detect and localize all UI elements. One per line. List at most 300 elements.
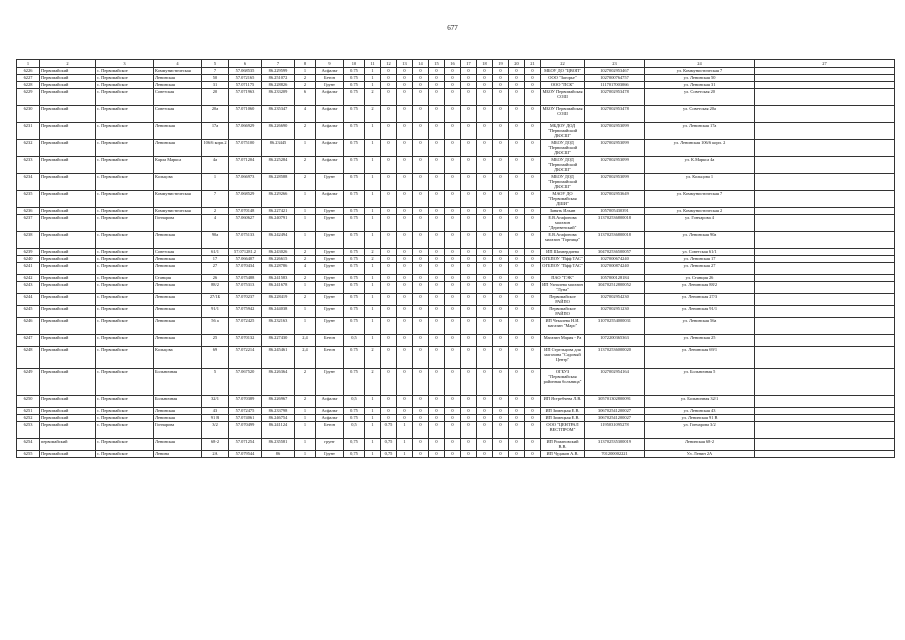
table-cell: 0: [493, 123, 509, 140]
table-cell: 0: [525, 369, 541, 396]
table-cell: с. Первомайское: [96, 451, 154, 458]
table-cell: [755, 140, 895, 157]
table-cell: 0: [429, 140, 445, 157]
table-cell: 0: [461, 82, 477, 89]
table-cell: 0: [509, 249, 525, 256]
table-cell: 86.245461: [262, 347, 295, 369]
table-cell: 0: [429, 451, 445, 458]
table-row: [17, 123, 895, 140]
table-cell: 0: [525, 82, 541, 89]
column-header: 2: [40, 60, 96, 68]
table-cell: 91 В: [202, 415, 229, 422]
table-cell: 1: [295, 68, 316, 75]
table-cell: Ленинская: [154, 306, 202, 318]
table-cell: 0: [413, 140, 429, 157]
column-header: 22: [541, 60, 585, 68]
column-header: 24: [645, 60, 755, 68]
table-cell: 0: [461, 415, 477, 422]
table-cell: 0: [445, 415, 461, 422]
table-cell: 1027002953478: [585, 89, 645, 106]
table-cell: 4: [202, 215, 229, 232]
table-cell: Асфальт: [316, 191, 344, 208]
table-cell: 0: [477, 263, 493, 275]
table-cell: 1: [295, 439, 316, 451]
table-cell: 0: [381, 335, 397, 347]
table-cell: 0,5: [344, 396, 365, 408]
table-cell: 0: [477, 396, 493, 408]
table-cell: Бетон: [316, 75, 344, 82]
table-cell: Грунт: [316, 306, 344, 318]
table-cell: ул. Ленинская 43: [645, 408, 755, 415]
table-cell: 0: [429, 68, 445, 75]
table-cell: 0: [381, 106, 397, 123]
table-cell: 57.075488: [229, 275, 262, 282]
table-cell: 0: [525, 318, 541, 335]
table-cell: Ленинская: [154, 318, 202, 335]
table-cell: Первомайский: [40, 415, 96, 422]
table-cell: 0: [445, 422, 461, 439]
table-cell: 0: [413, 335, 429, 347]
table-cell: 0: [381, 232, 397, 249]
table-cell: 0: [413, 275, 429, 282]
table-cell: 0: [461, 157, 477, 174]
table-cell: 86.244038: [262, 306, 295, 318]
table-cell: 6236: [17, 208, 40, 215]
table-cell: 0: [429, 306, 445, 318]
column-header: 1: [17, 60, 40, 68]
table-cell: Первомайский: [40, 347, 96, 369]
table-cell: 6242: [17, 275, 40, 282]
table-cell: 0.75: [344, 215, 365, 232]
table-cell: 0: [509, 306, 525, 318]
table-cell: 0: [413, 123, 429, 140]
table-cell: [755, 157, 895, 174]
table-cell: 61/1: [202, 249, 229, 256]
column-header: 21: [525, 60, 541, 68]
table-cell: 0: [509, 68, 525, 75]
table-cell: 0: [509, 396, 525, 408]
table-cell: Первомайский: [40, 275, 96, 282]
table-cell: 0: [525, 335, 541, 347]
table-cell: 17: [202, 256, 229, 263]
table-cell: 2: [202, 208, 229, 215]
table-cell: 1: [295, 408, 316, 415]
table-cell: 0: [381, 415, 397, 422]
table-cell: Первомайский: [40, 369, 96, 396]
table-row: [17, 249, 895, 256]
table-cell: 27: [202, 263, 229, 275]
table-cell: [755, 89, 895, 106]
table-cell: 0: [493, 208, 509, 215]
table-cell: Станция: [154, 275, 202, 282]
table-row: [17, 422, 895, 439]
table-cell: 1: [397, 451, 413, 458]
table-cell: 0: [477, 75, 493, 82]
table-cell: 0: [493, 249, 509, 256]
table-cell: 6231: [17, 123, 40, 140]
table-cell: 1027002954230: [585, 294, 645, 306]
table-cell: Первомайский: [40, 174, 96, 191]
table-cell: Первомайский: [40, 396, 96, 408]
table-cell: 1: [365, 408, 381, 415]
table-cell: ИП Зимецкая Е.В.: [541, 408, 585, 415]
table-cell: 0: [413, 106, 429, 123]
table-cell: Первомайский: [40, 408, 96, 415]
table-cell: 0.75: [344, 275, 365, 282]
table-cell: 0.75: [381, 422, 397, 439]
table-cell: Первомайский: [40, 422, 96, 439]
table-cell: 0: [429, 275, 445, 282]
table-cell: 0: [493, 318, 509, 335]
column-header: 20: [509, 60, 525, 68]
table-cell: [755, 396, 895, 408]
table-cell: Первомайский: [40, 256, 96, 263]
table-cell: 0: [397, 275, 413, 282]
table-cell: 0: [461, 408, 477, 415]
table-cell: 0: [509, 422, 525, 439]
table-cell: 0: [493, 335, 509, 347]
table-cell: ул. Ленинская 50: [645, 75, 755, 82]
table-cell: 86.246754: [262, 415, 295, 422]
table-cell: 0: [461, 282, 477, 294]
table-cell: 0: [397, 123, 413, 140]
table-cell: 0: [493, 415, 509, 422]
table-cell: Ленинская: [154, 256, 202, 263]
table-cell: 0: [525, 347, 541, 369]
table-cell: 86.232163: [262, 318, 295, 335]
page-number: 677: [447, 24, 458, 32]
table-cell: 0: [493, 215, 509, 232]
table-row: [17, 408, 895, 415]
table-cell: 0: [477, 282, 493, 294]
table-cell: Грунт: [316, 318, 344, 335]
table-cell: 0: [397, 75, 413, 82]
table-cell: Ленинская: [154, 123, 202, 140]
table-cell: 0: [461, 191, 477, 208]
table-cell: 0: [509, 408, 525, 415]
table-cell: МБОУ Первомайская СОШ: [541, 106, 585, 123]
table-cell: 0: [477, 123, 493, 140]
table-cell: 2: [365, 89, 381, 106]
table-cell: [755, 422, 895, 439]
table-cell: 6: [295, 89, 316, 106]
table-cell: 0: [413, 263, 429, 275]
table-cell: 0: [509, 82, 525, 89]
table-cell: 86.226615: [262, 256, 295, 263]
table-cell: 1: [365, 335, 381, 347]
table-cell: 0.75: [344, 306, 365, 318]
table-cell: 6230: [17, 106, 40, 123]
table-cell: Ленинская: [154, 75, 202, 82]
table-cell: 0: [413, 215, 429, 232]
table-cell: 57.071254: [229, 439, 262, 451]
table-cell: 6249: [17, 369, 40, 396]
table-cell: 106/6 корп.2: [202, 140, 229, 157]
table-cell: 0,75: [381, 451, 397, 458]
table-cell: [755, 347, 895, 369]
table-cell: 0: [477, 208, 493, 215]
table-cell: 2: [295, 294, 316, 306]
table-cell: с. Первомайское: [96, 157, 154, 174]
table-cell: 313702536800018: [585, 232, 645, 249]
table-cell: 6229: [17, 89, 40, 106]
table-cell: 0: [381, 215, 397, 232]
table-cell: 50: [202, 75, 229, 82]
table-cell: 0: [413, 82, 429, 89]
table-cell: 57.066407: [229, 256, 262, 263]
table-cell: 0.75: [344, 75, 365, 82]
table-cell: 1: [365, 294, 381, 306]
table-cell: 57.075313: [229, 282, 262, 294]
table-cell: 0: [525, 396, 541, 408]
table-cell: с. Первомайское: [96, 75, 154, 82]
table-cell: 0: [461, 451, 477, 458]
table-cell: 0: [413, 318, 429, 335]
table-cell: 0,5: [344, 335, 365, 347]
table-cell: 86.228786: [262, 263, 295, 275]
table-cell: 1: [295, 140, 316, 157]
table-cell: Первомайский: [40, 451, 96, 458]
table-cell: 6234: [17, 174, 40, 191]
table-cell: 0: [461, 263, 477, 275]
table-cell: 1: [295, 282, 316, 294]
table-row: [17, 89, 895, 106]
table-cell: 0: [477, 68, 493, 75]
table-cell: 0: [397, 369, 413, 396]
table-cell: 2: [295, 275, 316, 282]
table-cell: 57.071175: [229, 82, 262, 89]
table-cell: [755, 123, 895, 140]
table-cell: ул. Ленинская 17а: [645, 123, 755, 140]
column-header: 11: [365, 60, 381, 68]
table-cell: 0: [397, 282, 413, 294]
table-cell: 1: [295, 306, 316, 318]
table-cell: 2: [295, 369, 316, 396]
table-cell: Ленинская: [154, 232, 202, 249]
table-cell: Ленинская: [154, 335, 202, 347]
table-cell: Ленинская: [154, 140, 202, 157]
table-cell: 6237: [17, 215, 40, 232]
table-cell: 0: [429, 369, 445, 396]
table-cell: 0: [397, 232, 413, 249]
table-cell: Первомайский: [40, 82, 96, 89]
table-cell: 0: [477, 140, 493, 157]
table-cell: [755, 215, 895, 232]
table-cell: 0: [429, 396, 445, 408]
table-cell: 2: [295, 75, 316, 82]
table-cell: 0.75: [344, 140, 365, 157]
table-cell: 2: [365, 106, 381, 123]
table-cell: 57.072475: [229, 408, 262, 415]
table-cell: с. Первомайское: [96, 140, 154, 157]
table-cell: 0: [461, 89, 477, 106]
table-cell: 86.241678: [262, 282, 295, 294]
table-cell: 1027002953099: [585, 123, 645, 140]
table-cell: Ленинская: [154, 415, 202, 422]
table-cell: ул. Ленинская 56а: [645, 318, 755, 335]
table-cell: 0: [381, 306, 397, 318]
table-cell: 86.228588: [262, 174, 295, 191]
table-cell: 0: [445, 208, 461, 215]
table-cell: 0: [397, 215, 413, 232]
table-cell: 0: [397, 306, 413, 318]
table-cell: 0: [461, 106, 477, 123]
table-cell: 57.071060: [229, 106, 262, 123]
table-cell: 0: [493, 294, 509, 306]
table-cell: 0: [429, 282, 445, 294]
table-cell: [755, 263, 895, 275]
table-cell: Коммунистическая: [154, 191, 202, 208]
table-cell: 0: [413, 408, 429, 415]
table-cell: 0: [525, 232, 541, 249]
table-cell: ОГБПОУ "Пфф ТАС": [542, 256, 583, 261]
table-cell: [755, 318, 895, 335]
table-cell: 0: [445, 347, 461, 369]
table-cell: 0: [461, 123, 477, 140]
table-cell: Асфальт: [316, 68, 344, 75]
table-cell: 0: [509, 256, 525, 263]
table-cell: 1: [202, 174, 229, 191]
table-cell: 0: [429, 157, 445, 174]
table-cell: 57.066973: [229, 174, 262, 191]
table-cell: 0: [381, 157, 397, 174]
table-cell: Грунт: [316, 282, 344, 294]
table-row: [17, 191, 895, 208]
table-row: [17, 256, 895, 263]
table-cell: 0: [461, 318, 477, 335]
table-cell: 86.229266: [262, 191, 295, 208]
table-cell: 0.75: [344, 318, 365, 335]
table-cell: 0: [525, 75, 541, 82]
table-cell: Грунт: [316, 232, 344, 249]
table-cell: 0: [477, 174, 493, 191]
table-cell: Первомайский: [40, 89, 96, 106]
table-cell: 6248: [17, 347, 40, 369]
table-cell: 0: [445, 191, 461, 208]
table-cell: 0: [477, 232, 493, 249]
table-cell: 0: [477, 318, 493, 335]
table-cell: 1: [295, 318, 316, 335]
table-cell: Асфальт: [316, 106, 344, 123]
table-cell: 0.75: [344, 123, 365, 140]
table-cell: 0: [477, 369, 493, 396]
table-cell: 1027000674240: [585, 256, 645, 263]
table-cell: 0: [525, 451, 541, 458]
table-cell: с. Первомайское: [96, 306, 154, 318]
table-cell: с. Первомайское: [96, 318, 154, 335]
table-cell: 0: [429, 415, 445, 422]
table-cell: 0: [477, 82, 493, 89]
table-cell: 0: [381, 75, 397, 82]
table-cell: ул. Советская 20а: [645, 106, 755, 123]
table-cell: 0: [477, 256, 493, 263]
table-cell: 0: [509, 275, 525, 282]
table-cell: 0: [493, 256, 509, 263]
table-cell: 0: [509, 174, 525, 191]
table-cell: ул. Советская 20: [645, 89, 755, 106]
table-cell: 0: [413, 422, 429, 439]
table-cell: ИП Романовский В.В.: [541, 439, 585, 451]
table-cell: с. Первомайское: [96, 256, 154, 263]
header-row: [17, 60, 895, 68]
table-cell: 0: [509, 347, 525, 369]
table-cell: с. Первомайское: [96, 123, 154, 140]
table-cell: 0: [413, 89, 429, 106]
table-cell: 86.227421: [262, 208, 295, 215]
table-cell: Первомайский: [40, 75, 96, 82]
table-cell: 6253: [17, 422, 40, 439]
table-cell: 0: [381, 347, 397, 369]
table-cell: 0: [397, 347, 413, 369]
table-cell: 0: [509, 263, 525, 275]
table-row: [17, 294, 895, 306]
table-cell: МБОУ ДОД "Первомайский ДЮСШ": [541, 140, 585, 157]
table-cell: 0: [445, 451, 461, 458]
table-cell: 0.75: [344, 82, 365, 89]
table-cell: 4: [295, 263, 316, 275]
table-cell: ул. Гончарова 4: [645, 215, 755, 232]
table-cell: 86.226690: [262, 123, 295, 140]
table-cell: 0: [461, 68, 477, 75]
table-row: [17, 174, 895, 191]
table-cell: 57.070499: [229, 422, 262, 439]
table-cell: 0: [445, 157, 461, 174]
table-cell: 1072200365363: [585, 335, 645, 347]
table-row: [17, 318, 895, 335]
table-cell: 0: [525, 157, 541, 174]
table-cell: 0: [509, 215, 525, 232]
table-cell: с. Первомайское: [96, 415, 154, 422]
table-cell: 0.75: [344, 157, 365, 174]
table-cell: 0: [509, 439, 525, 451]
table-cell: ИП Ястребчева Л.В.: [541, 396, 585, 408]
table-cell: 0: [381, 123, 397, 140]
table-cell: Ленинская: [154, 294, 202, 306]
table-row: [17, 82, 895, 89]
table-cell: ул. Станция 26: [645, 275, 755, 282]
table-cell: 0: [429, 191, 445, 208]
table-cell: 0: [445, 408, 461, 415]
table-cell: [755, 68, 895, 75]
table-cell: Асфальт: [316, 89, 344, 106]
table-cell: 0: [429, 408, 445, 415]
table-cell: 6228: [17, 82, 40, 89]
register-table: [16, 59, 895, 458]
table-cell: ул. Ленинская 17: [645, 256, 755, 263]
table-cell: 0: [445, 335, 461, 347]
table-cell: 2: [295, 396, 316, 408]
table-cell: ООО "ПСК": [541, 82, 585, 89]
table-cell: 0: [445, 75, 461, 82]
table-cell: 1057000128184: [585, 275, 645, 282]
table-cell: Ленинская: [154, 408, 202, 415]
table-cell: [755, 75, 895, 82]
table-cell: 2: [295, 256, 316, 263]
table-cell: 57.070148: [229, 208, 262, 215]
table-cell: 90а: [202, 232, 229, 249]
column-header: 7: [262, 60, 295, 68]
table-cell: 0: [525, 140, 541, 157]
table-cell: 0: [381, 140, 397, 157]
table-cell: 3/2: [202, 422, 229, 439]
table-cell: 57.071963: [229, 89, 262, 106]
table-cell: 1: [365, 318, 381, 335]
table-cell: 0.75: [344, 256, 365, 263]
table-cell: 0: [461, 294, 477, 306]
table-cell: 0: [397, 157, 413, 174]
table-cell: 1: [365, 191, 381, 208]
table-cell: 0.75: [344, 232, 365, 249]
